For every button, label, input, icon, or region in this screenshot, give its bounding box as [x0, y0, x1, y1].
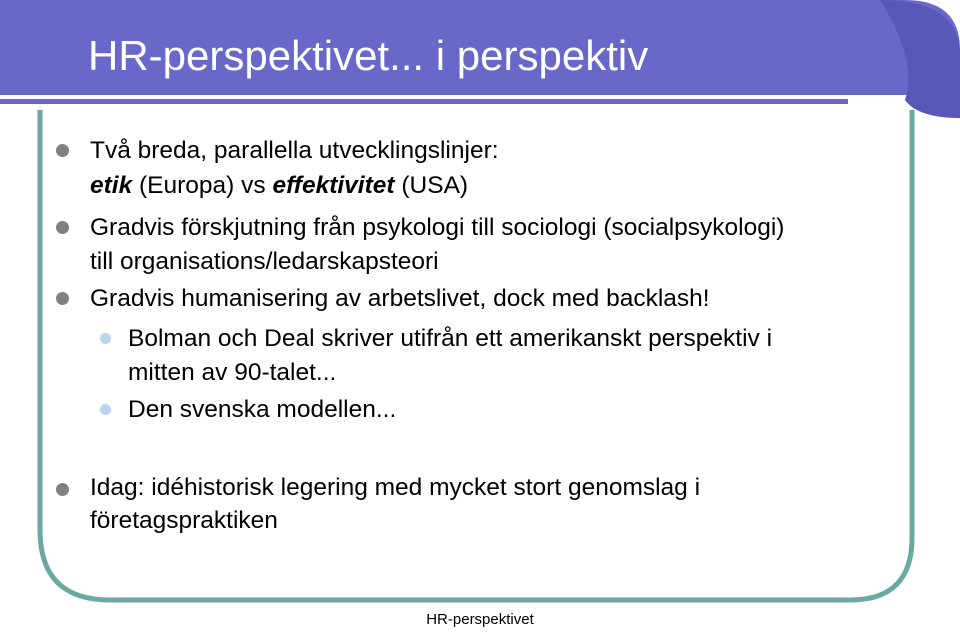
sub-bullet-text-continued: mitten av 90-talet...: [128, 359, 337, 386]
bullet-dot: [56, 483, 69, 496]
bullet-text-continued: till organisations/ledarskapsteori: [90, 248, 439, 275]
title-underline: [0, 99, 848, 104]
emphasis-etik: etik: [90, 172, 133, 199]
bullet-dot: [56, 292, 69, 305]
bullet-text: Idag: idéhistorisk legering med mycket stort genomslag i: [90, 474, 701, 501]
slide-title: HR-perspektivet... i perspektiv: [88, 32, 649, 79]
sub-bullet-dot: [100, 333, 111, 344]
slide-footer: HR-perspektivet: [426, 611, 534, 628]
bullet-dot: [56, 221, 69, 234]
sub-bullet-dot: [100, 404, 111, 415]
bullet-text-continued: företagspraktiken: [90, 507, 278, 534]
bullet-text: Gradvis humanisering av arbetslivet, dock med backlash!: [90, 285, 710, 312]
sub-bullet-text: Den svenska modellen...: [128, 396, 397, 423]
emphasis-effektivitet: effektivitet: [272, 172, 395, 199]
bullet-dot: [56, 144, 69, 157]
bullet-text: Gradvis förskjutning från psykologi till sociologi (socialpsykologi): [90, 214, 785, 241]
bullet-text: Två breda, parallella utvecklingslinjer:: [90, 137, 499, 164]
sub-bullet-text: Bolman och Deal skriver utifrån ett amerikanskt perspektiv i: [128, 325, 773, 352]
bullet-text-continued: etik (Europa) vs effektivitet (USA): [90, 172, 469, 199]
